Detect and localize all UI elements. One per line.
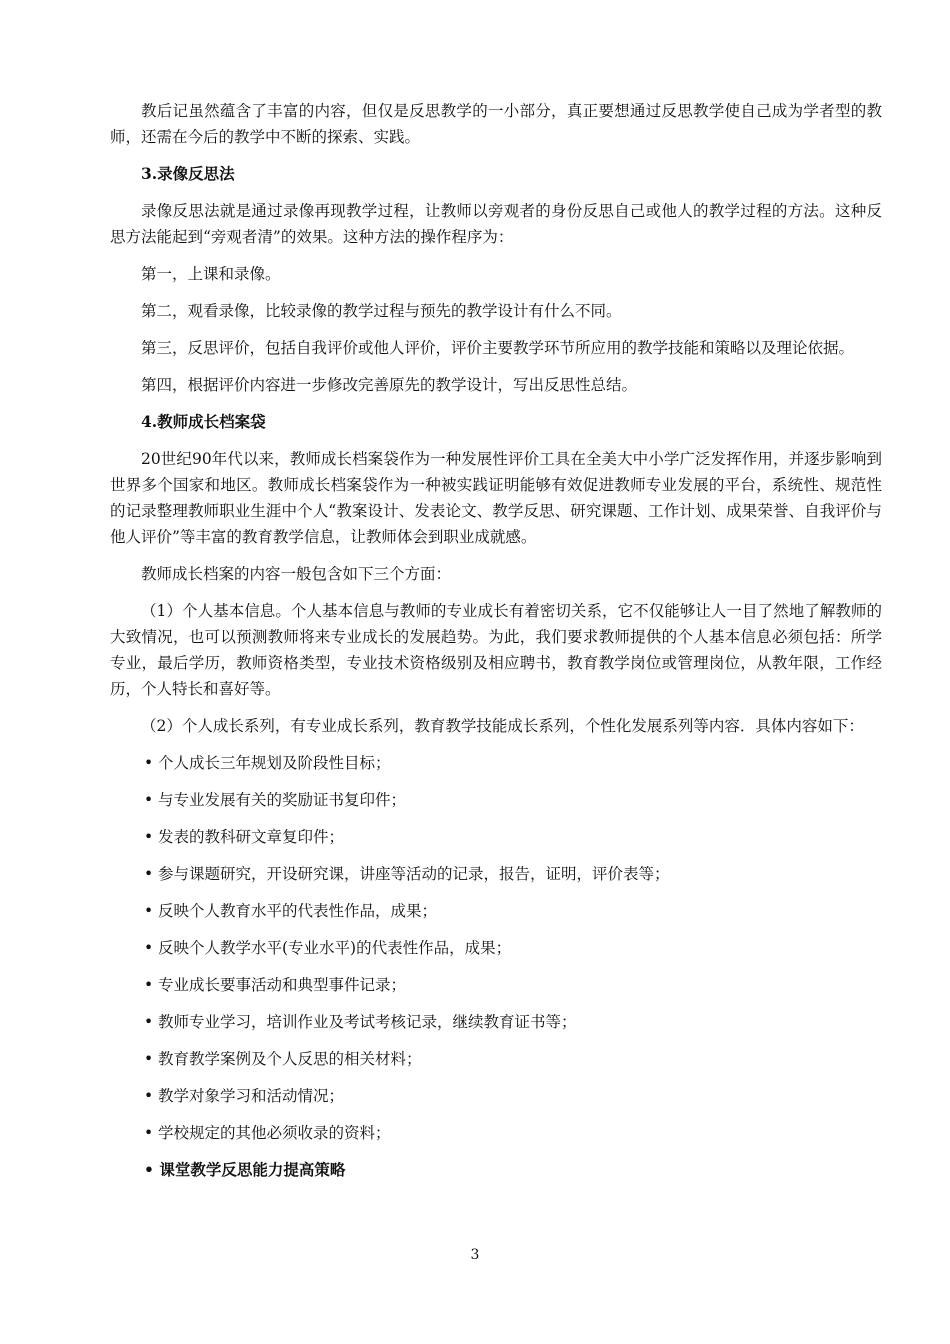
bullet-icon: • xyxy=(144,976,154,994)
section-3-step-4: 第四，根据评价内容进一步修改完善原先的教学设计，写出反思性总结。 xyxy=(141,376,638,394)
list-item-text: 学校规定的其他必须收录的资料； xyxy=(158,1124,391,1142)
section-3-step-3: 第三，反思评价，包括自我评价或他人评价，评价主要教学环节所应用的教学技能和策略以及理论依据。 xyxy=(141,339,855,357)
list-item-text: 教师专业学习，培训作业及考试考核记录，继续教育证书等； xyxy=(158,1013,577,1031)
section-3-paragraph-1: 录像反思法就是通过录像再现教学过程，让教师以旁观者的身份反思自己或他人的教学过程的方法。这种反思方法能起到“旁观者清”的效果。这种方法的操作程序为： xyxy=(110,202,882,246)
list-item xyxy=(144,1046,882,1072)
bullet-icon: • xyxy=(144,1160,154,1179)
list-item xyxy=(144,898,882,924)
list-item-text: 反映个人教育水平的代表性作品，成果； xyxy=(158,902,438,920)
list-item xyxy=(144,1083,882,1109)
bullet-icon: • xyxy=(144,828,154,846)
bullet-icon: • xyxy=(144,902,154,920)
list-item-text: 反映个人教学水平(专业水平)的代表性作品，成果； xyxy=(158,939,512,957)
list-item-text: 专业成长要事活动和典型事件记录； xyxy=(158,976,407,994)
bullet-icon: • xyxy=(144,1013,154,1031)
list-item-text: 教学对象学习和活动情况； xyxy=(158,1087,345,1105)
bullet-icon: • xyxy=(144,791,154,809)
section-4-paragraph-2: 教师成长档案的内容一般包含如下三个方面： xyxy=(141,565,452,583)
list-item xyxy=(144,1120,882,1146)
section-4-paragraph-1: 20世纪90年代以来，教师成长档案袋作为一种发展性评价工具在全美大中小学广泛发挥作用，并逐步影响到世界多个国家和地区。教师成长档案袋作为一种被实践证明能够有效促进教师专业发展的平台，系统性、规范性的记录整理教师职业生涯中个人“教案设计、发表论文、教学反思、研究课题、工作计划、成果荣誉、自我评价与他人评价”等丰富的教育教学信息，让教师体会到职业成就感。 xyxy=(110,450,882,546)
bullet-icon: • xyxy=(144,1124,154,1142)
bullet-icon: • xyxy=(144,865,154,883)
bullet-icon: • xyxy=(144,1050,154,1068)
section-4-paragraph-4: （2）个人成长系列，有专业成长系列，教育教学技能成长系列，个性化发展系列等内容．具体内容如下： xyxy=(141,717,864,735)
list-item xyxy=(144,787,882,813)
list-item xyxy=(144,861,882,887)
bullet-icon: • xyxy=(144,754,154,772)
section-4-paragraph-3: （1）个人基本信息。个人基本信息与教师的专业成长有着密切关系，它不仅能够让人一目了然地了解教师的大致情况，也可以预测教师将来专业成长的发展趋势。为此，我们要求教师提供的个人基本信息必须包括：所学专业，最后学历，教师资格类型，专业技术资格级别及相应聘书，教育教学岗位或管理岗位，从教年限，工作经历，个人特长和喜好等。 xyxy=(110,602,882,698)
final-heading-text: 课堂教学反思能力提高策略 xyxy=(159,1160,346,1179)
list-item-text: 个人成长三年规划及阶段性目标； xyxy=(158,754,391,772)
content-list xyxy=(144,750,882,1146)
list-item-text: 教育教学案例及个人反思的相关材料； xyxy=(158,1050,422,1068)
list-item xyxy=(144,750,882,776)
page-number: 3 xyxy=(470,1247,480,1263)
bullet-icon: • xyxy=(144,1087,154,1105)
document-page xyxy=(110,98,882,1183)
section-3-step-2: 第二，观看录像，比较录像的教学过程与预先的教学设计有什么不同。 xyxy=(141,302,622,320)
intro-paragraph: 教后记虽然蕴含了丰富的内容，但仅是反思教学的一小部分，真正要想通过反思教学使自己成为学者型的教师，还需在今后的教学中不断的探索、实践。 xyxy=(110,102,882,146)
list-item-text: 与专业发展有关的奖励证书复印件； xyxy=(158,791,407,809)
list-item xyxy=(144,935,882,961)
list-item xyxy=(144,824,882,850)
section-4-heading: 4.教师成长档案袋 xyxy=(141,412,266,431)
list-item xyxy=(144,1009,882,1035)
final-heading xyxy=(144,1157,882,1183)
list-item-text: 参与课题研究，开设研究课，讲座等活动的记录，报告，证明，评价表等； xyxy=(158,865,670,883)
list-item-text: 发表的教科研文章复印件； xyxy=(158,828,345,846)
bullet-icon: • xyxy=(144,939,154,957)
section-3-step-1: 第一，上课和录像。 xyxy=(141,265,281,283)
list-item xyxy=(144,972,882,998)
section-3-heading: 3.录像反思法 xyxy=(141,164,235,183)
